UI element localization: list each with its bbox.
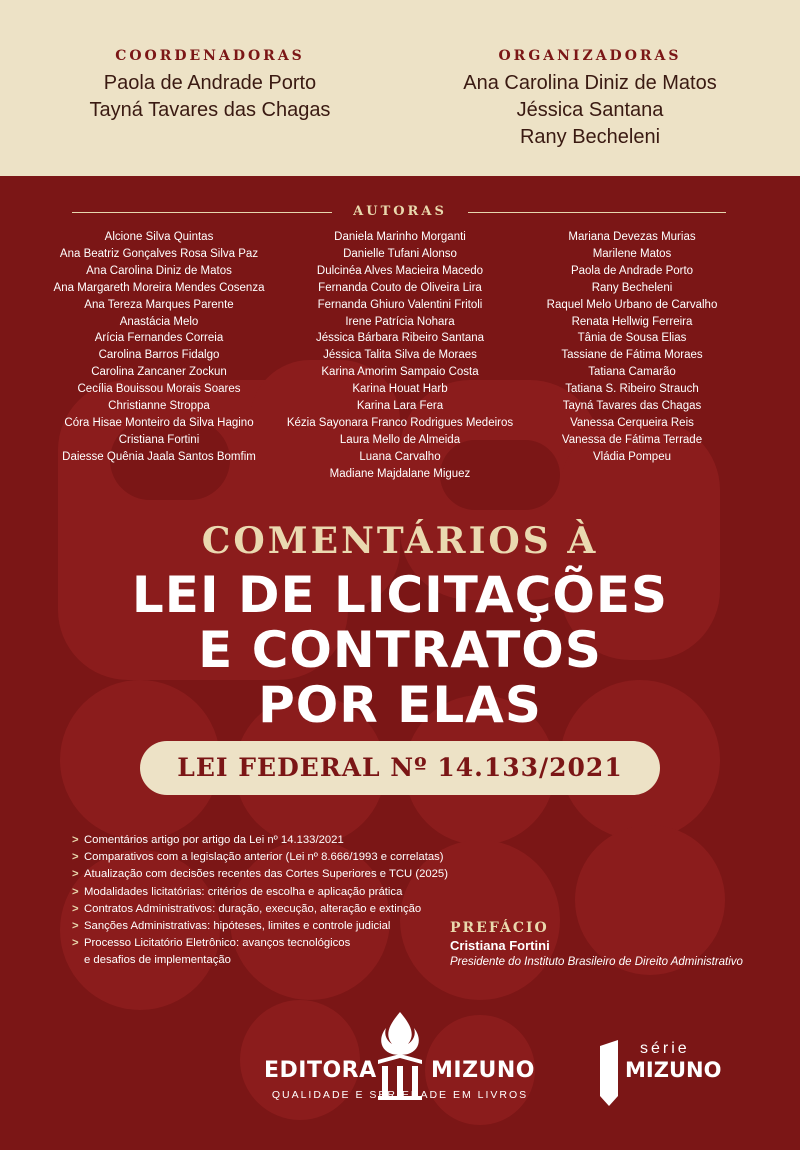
publisher-name-right: MIZUNO	[431, 1058, 536, 1083]
preface-heading: PREFÁCIO	[450, 920, 549, 936]
author-name: Jéssica Bárbara Ribeiro Santana	[315, 332, 485, 345]
author-name: Karina Amorim Sampaio Costa	[321, 366, 479, 379]
author-name: Luana Carvalho	[359, 450, 441, 463]
author-name: Anastácia Melo	[119, 315, 199, 328]
title-line: E CONTRATOS	[198, 621, 602, 679]
author-name: Daniela Marinho Morganti	[334, 231, 466, 243]
coordinator-name: Paola de Andrade Porto	[103, 72, 317, 94]
authors-column-3	[502, 229, 762, 466]
organizers-list	[425, 70, 755, 151]
feature-item: > Atualização com decisões recentes das Cortes Superiores e TCU (2025)	[72, 866, 452, 883]
bullet-arrow-icon: >	[72, 885, 79, 898]
author-name: Kézia Sayonara Franco Rodrigues Medeiros	[286, 416, 514, 429]
organizer-name: Rany Becheleni	[519, 126, 661, 148]
series-brand: MIZUNO	[625, 1058, 722, 1082]
author-name: Tayná Tavares das Chagas	[562, 400, 702, 413]
author-name: Cristiana Fortini	[118, 433, 200, 446]
author-name: Raquel Melo Urbano de Carvalho	[546, 298, 718, 311]
author-name: Córa Hisae Monteiro da Silva Hagino	[64, 416, 254, 429]
coordinator-name: Tayná Tavares das Chagas	[89, 99, 331, 121]
author-name: Vanessa Cerqueira Reis	[570, 416, 694, 429]
author-name: Arícia Fernandes Correia	[94, 332, 224, 345]
author-name: Cecília Bouissou Morais Soares	[77, 383, 241, 396]
author-name: Danielle Tufani Alonso	[343, 247, 457, 260]
author-name: Karina Houat Harb	[352, 383, 448, 396]
author-name: Carolina Barros Fidalgo	[98, 349, 220, 362]
law-badge: LEI FEDERAL Nº 14.133/2021	[140, 741, 660, 795]
author-name: Irene Patrícia Nohara	[345, 315, 455, 328]
author-name: Karina Lara Fera	[356, 400, 444, 413]
author-name: Laura Mello de Almeida	[339, 433, 461, 446]
organizer-name: Ana Carolina Diniz de Matos	[463, 72, 717, 94]
bullet-arrow-icon: >	[72, 868, 79, 881]
bullet-arrow-icon: >	[72, 851, 79, 864]
organizers-heading: ORGANIZADORAS	[498, 48, 682, 64]
feature-item: > Modalidades licitatórias: critérios de escolha e aplicação prática	[72, 884, 452, 901]
author-name: Madiane Majdalane Miguez	[329, 467, 471, 480]
author-name: Tânia de Sousa Elias	[577, 332, 687, 345]
author-name: Vládia Pompeu	[593, 450, 671, 463]
preface-author-role: Presidente do Instituto Brasileiro de Direito Administrativo	[450, 956, 743, 968]
authors-column-1	[29, 229, 289, 466]
bullet-arrow-icon: >	[72, 902, 79, 915]
bullet-arrow-icon: >	[72, 920, 79, 933]
author-name: Rany Becheleni	[591, 281, 673, 294]
publisher-tagline: QUALIDADE E SERIEDADE EM LIVROS	[271, 1089, 529, 1101]
author-name: Christianne Stroppa	[108, 400, 210, 413]
bullet-arrow-icon: >	[72, 937, 79, 950]
author-name: Fernanda Couto de Oliveira Lira	[318, 281, 482, 294]
author-name: Tassiane de Fátima Moraes	[561, 349, 703, 362]
authors-column-2	[270, 229, 530, 483]
author-name: Ana Beatriz Gonçalves Rosa Silva Paz	[59, 247, 259, 260]
author-name: Renata Hellwig Ferreira	[571, 315, 693, 328]
author-name: Marilene Matos	[592, 247, 672, 260]
author-name: Ana Margareth Moreira Mendes Cosenza	[53, 281, 265, 294]
feature-item: > Comentários artigo por artigo da Lei nº 14.133/2021	[72, 832, 452, 849]
coordinators-heading: COORDENADORAS	[115, 48, 305, 64]
feature-item: > Processo Licitatório Eletrônico: avanços tecnológicos e desafios de implementação	[72, 937, 351, 967]
author-name: Mariana Devezas Murias	[568, 231, 696, 243]
series-label: série	[640, 1040, 690, 1057]
feature-item: > Contratos Administrativos: duração, execução, alteração e extinção	[72, 901, 452, 918]
title-line: LEI DE LICITAÇÕES	[131, 566, 669, 624]
author-name: Tatiana Camarão	[588, 366, 676, 379]
feature-item: > Sanções Administrativas: hipóteses, limites e controle judicial	[72, 918, 452, 935]
author-name: Daiesse Quênia Jaala Santos Bomfim	[62, 450, 256, 463]
feature-item: > Comparativos com a legislação anterior (Lei nº 8.666/1993 e correlatas)	[72, 849, 452, 866]
author-name: Paola de Andrade Porto	[570, 264, 694, 277]
author-name: Dulcinéa Alves Macieira Macedo	[316, 264, 484, 277]
author-name: Ana Carolina Diniz de Matos	[86, 264, 232, 277]
author-name: Ana Tereza Marques Parente	[84, 298, 234, 311]
author-name: Alcione Silva Quintas	[104, 231, 214, 243]
bullet-arrow-icon: >	[72, 834, 79, 846]
organizer-name: Jéssica Santana	[516, 99, 664, 121]
features-list	[72, 832, 452, 970]
author-name: Vanessa de Fátima Terrade	[561, 433, 703, 446]
title-prefix: COMENTÁRIOS À	[201, 520, 599, 562]
author-name: Tatiana S. Ribeiro Strauch	[565, 383, 699, 396]
title-line: POR ELAS	[258, 676, 542, 734]
authors-heading: AUTORAS	[353, 204, 447, 219]
book-title	[0, 568, 800, 733]
preface-author: Cristiana Fortini	[450, 938, 550, 953]
author-name: Fernanda Ghiuro Valentini Fritoli	[317, 298, 483, 311]
author-name: Jéssica Talita Silva de Moraes	[323, 349, 477, 362]
publisher-name-left: EDITORA	[264, 1058, 377, 1083]
author-name: Carolina Zancaner Zockun	[91, 366, 227, 379]
coordinators-list	[45, 70, 375, 124]
